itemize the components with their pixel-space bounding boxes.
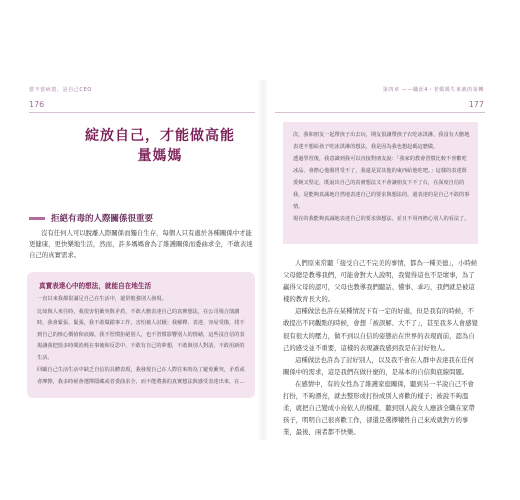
left-body-text — [29, 228, 254, 261]
right-body-text — [283, 257, 480, 438]
quote-box — [283, 122, 478, 244]
header-rule-left — [29, 112, 255, 113]
quote-box-body — [293, 129, 471, 225]
section-heading — [29, 212, 153, 224]
tip-paragraph: 比如與人來往時，我很害怕衝突與矛盾，不敢大膽表達自己的真實想法，在公司場合演講時，我會緊張、緊張，我不敢做錯事工作，害怕被人討厭；我解釋、表達、容易受傷，找不到自己的核心價值和底線，我不習慣拒絕別人，也不習慣影響別人的情緒，這些沒自信的表現讓我把很多時間消耗在事後和反思中，不敢有自己的夢想，不敢與別人對話，不敢用新的生活。 — [37, 308, 245, 361]
section-marker — [29, 217, 45, 220]
running-head-right: 第四章 ——職涯4・老媽媽生來就的第轉 — [382, 87, 484, 93]
quote-paragraph: 現在的我能夠真誠地表達自己的要求與想法，並且不用再擔心別人的看法了。 — [293, 216, 470, 222]
paragraph: 這種做法也許在某種情況下有一定的好處，但是我有的時候，不敢提出不同觀點的時候，會想「被誤解、大不了」，甚至我多人會感覺很有很大的壓力，做不到以自信的姿態站在世界的表現面前，認為自己的感受並不重要，這樣的表現讓我感到我是在討好他人。 — [283, 307, 478, 352]
tip-box — [27, 272, 255, 398]
paragraph: 沒有任何人可以脫離人際關係而獨自生存，每個人只有處於各種關係中才能更健康，更快樂地生活，然而，許多媽媽會為了維護關係而委曲求全，不敢表達自己的真實需求。 — [29, 229, 253, 259]
header-rule-right — [275, 112, 485, 113]
paragraph: 這種做法也許為了討好別人，以及我不會在人群中表達我在任何關係中的需求，這是我們在做什麼的，是基本的自信與底線問題。 — [283, 355, 474, 376]
quote-paragraph: 透過學習後，我意識到我可以直接對朋友說：「我家的教會習慣比較不喜歡吃冰品，會擔心他腸胃受不了，我還是買其他的東西給他吃吧。」這樣的表達既委婉又堅定，既說出自己的真實想法又不會讓朋友下不了台，在深度自信的我，是能夠真誠地自然地表達自己的要求與想法的，還表達的是自己不敢的事情。 — [293, 156, 470, 210]
tip-box-body — [37, 294, 245, 389]
paragraph: 在感情中，有的女性為了維護家庭關係，聽到另一半說自己不會打扮，不夠漂亮，就去整形或打扮成別人喜歡的樣子；被說不夠溫柔，就把自己變成小鳥依人的模樣，聽到別人說女人應該全職在家帶孩子，明明自己很喜歡工作，卻還是選擇犧牲自己來成就對方的事業，最後，兩者都不快樂。 — [283, 379, 475, 437]
quote-paragraph: 次，我和朋友一起帶孩子出去玩，期友很讓帶孩子衣吃冰淇淋，我沒有大膽地表達不想給孩子吃冰淇淋的想法，我是因為我也想起碼這麼做。 — [293, 132, 470, 150]
tip-paragraph: 一直以來我都很滿足自己在生活中，還常勉強別人發現。 — [37, 296, 167, 302]
section-heading-text: 拒絕有毒的人際關係很重要 — [51, 214, 154, 224]
chapter-title: 綻放自己，才能做高能量媽媽 — [85, 128, 235, 164]
book-gutter — [258, 80, 268, 440]
page-number-right: 177 — [468, 100, 484, 109]
tip-box-title: 真實表達心中的想法，就能自在地生活 — [39, 282, 152, 290]
tip-paragraph: 回顧自己生活生活中缺乏自信的具體表現，我發現自己在人際往來時為了避免衝突，矛盾或者摩擦，我多時候會選擇隱藏或者委曲求全，而不能將我的真實想法與感受表達出來，在... — [37, 367, 245, 385]
running-head-left: 當不當病患，是自己CEO — [29, 87, 92, 93]
page-number-left: 176 — [29, 100, 45, 109]
paragraph: 人們原來常聽「接受自己不完美的事情，都為一種美德」，小時候父母總是教導我們，可能會對大人說明，我覺得這也不是壞事，為了贏得父母的認可，父母也教導我們聽話、懂事、乖巧，我們就是被這樣的教育長大的。 — [283, 259, 478, 304]
